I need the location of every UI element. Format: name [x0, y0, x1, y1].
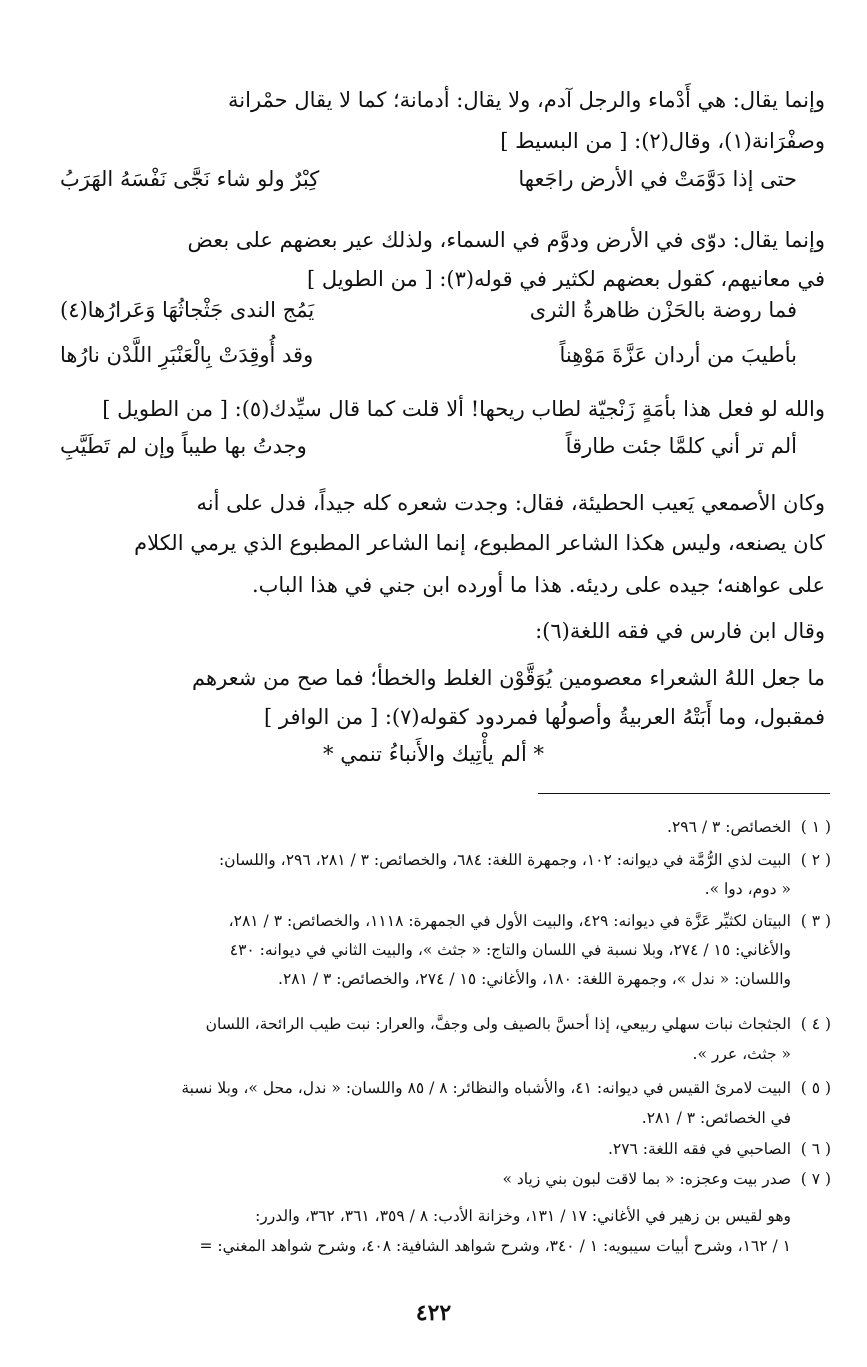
footnote-text: الخصائص: ٣ / ٢٩٦.	[667, 818, 791, 836]
footnote-continuation: والأغاني: ١٥ / ٢٧٤، وبلا نسبة في اللسان والتاج: « جثث »، والبيت الثاني في ديوانه: ٤٣٠	[229, 941, 791, 959]
footnote-number: ( ٣ )	[800, 912, 831, 930]
footnote	[33, 1075, 831, 1101]
verse-centered: * ألم يأْتِيك والأَنباءُ تنمي *	[323, 742, 544, 766]
verse-first-hemistich: ألم تر أني كلمَّا جئت طارقاً	[565, 434, 797, 458]
body-line: والله لو فعل هذا بأمَةٍ زَنْجيّة لطاب ريحها! ألا قلت كما قال سيِّدك(٥): [ من الطويل ]	[102, 397, 825, 421]
footnote	[33, 847, 831, 873]
footnote-number: ( ٤ )	[800, 1015, 831, 1033]
footnote	[33, 1136, 831, 1162]
footnote-number: ( ١ )	[800, 818, 831, 836]
footnote-text: الجثجاث نبات سهلي ربيعي، إذا أحسَّ بالصيف ولى وجفَّ، والعرار: نبت طيب الرائحة، اللسان	[205, 1015, 791, 1033]
footnote	[33, 908, 831, 934]
footnote-continuation: « دوم، دوا ».	[704, 880, 791, 898]
footnote-text: البيت لذي الرُّمَّة في ديوانه: ١٠٢، وجمهرة اللغة: ٦٨٤، والخصائص: ٣ / ٢٨١، ٢٩٦، واللسان:	[218, 851, 791, 869]
body-line: وكان الأصمعي يَعيب الحطيئة، فقال: وجدت شعره كله جيداً، فدل على أنه	[196, 491, 825, 515]
footnote-separator	[538, 793, 830, 794]
footnote-continuation: ١ / ١٦٢، وشرح أبيات سيبويه: ١ / ٣٤٠، وشرح شواهد الشافية: ٤٠٨، وشرح شواهد المغني: =	[199, 1237, 791, 1255]
body-line: وإنما يقال: هي أَدْماء والرجل آدم، ولا يقال: أدمانة؛ كما لا يقال حمْرانة	[228, 88, 825, 112]
page-number: ٤٢٢	[415, 1300, 452, 1326]
footnote-continuation: وهو لقيس بن زهير في الأغاني: ١٧ / ١٣١، وخزانة الأدب: ٨ / ٣٥٩، ٣٦١، ٣٦٢، والدرر:	[255, 1207, 791, 1225]
verse-first-hemistich: حتى إذا دَوَّمَتْ في الأرض راجَعها	[518, 167, 797, 191]
footnote	[33, 1011, 831, 1037]
body-line: ما جعل اللهُ الشعراء معصومين يُوَقَّوْن الغلط والخطأ؛ فما صح من شعرهم	[192, 666, 825, 690]
footnote-number: ( ٦ )	[800, 1140, 831, 1158]
footnote	[33, 1166, 831, 1192]
footnote-number: ( ٧ )	[800, 1170, 831, 1188]
footnote-continuation: « جثث، عرر ».	[692, 1045, 791, 1063]
verse-second-hemistich: وقد أُوقِدَتْ بِالْعَنْبَرِ اللَّدْن نارُها	[60, 343, 314, 367]
footnote-continuation: في الخصائص: ٣ / ٢٨١.	[641, 1109, 791, 1127]
verse-first-hemistich: فما روضة بالحَزْن ظاهرةُ الثرى	[529, 298, 797, 322]
footnote-text: البيت لامرئ القيس في ديوانه: ٤١، والأشباه والنظائر: ٨ / ٨٥ واللسان: « ندل، محل »، وبلا نسبة	[181, 1079, 791, 1097]
footnote-text: البيتان لكثيِّر عَزَّة في ديوانه: ٤٢٩، والبيت الأول في الجمهرة: ١١١٨، والخصائص: ٣ / ٢٨١،	[228, 912, 791, 930]
body-line: وإنما يقال: دوّى في الأرض ودوَّم في السماء، ولذلك عير بعضهم على بعض	[187, 228, 825, 252]
body-line: فمقبول، وما أَبَتْهُ العربيةُ وأصولُها فمردود كقوله(٧): [ من الوافر ]	[263, 705, 825, 729]
footnote-continuation: واللسان: « ندل »، وجمهرة اللغة: ١٨٠، والأغاني: ١٥ / ٢٧٤، والخصائص: ٣ / ٢٨١.	[278, 970, 791, 988]
verse-first-hemistich: بأطيبَ من أردان عَزَّةَ مَوْهِناً	[559, 343, 797, 367]
footnote	[33, 814, 831, 840]
footnote-number: ( ٢ )	[800, 851, 831, 869]
verse-second-hemistich: وجدتُ بها طيباً وإن لم تَطَيَّبِ	[60, 434, 307, 458]
body-line: كان يصنعه، وليس هكذا الشاعر المطبوع، إنما الشاعر المطبوع الذي يرمي الكلام	[134, 531, 825, 555]
body-line: وصفْرَانة(١)، وقال(٢): [ من البسيط ]	[500, 129, 825, 153]
body-line: وقال ابن فارس في فقه اللغة(٦):	[535, 619, 825, 643]
body-line: على عواهنه؛ جيده على رديئه. هذا ما أورده ابن جني في هذا الباب.	[251, 573, 825, 597]
body-line: في معانيهم، كقول بعضهم لكثير في قوله(٣): [ من الطويل ]	[306, 267, 825, 291]
footnote-text: صدر بيت وعجزه: « بما لاقت لبون بني زياد »	[502, 1170, 791, 1188]
footnote-text: الصاحبي في فقه اللغة: ٢٧٦.	[607, 1140, 791, 1158]
footnote-number: ( ٥ )	[800, 1079, 831, 1097]
verse-second-hemistich: كِبْرٌ ولو شاء نَجَّى نَفْسَهُ الهَرَبُ	[60, 167, 320, 191]
verse-second-hemistich: يَمُج الندى جَثْجاثُهَا وَعَرارُها(٤)	[60, 298, 315, 322]
